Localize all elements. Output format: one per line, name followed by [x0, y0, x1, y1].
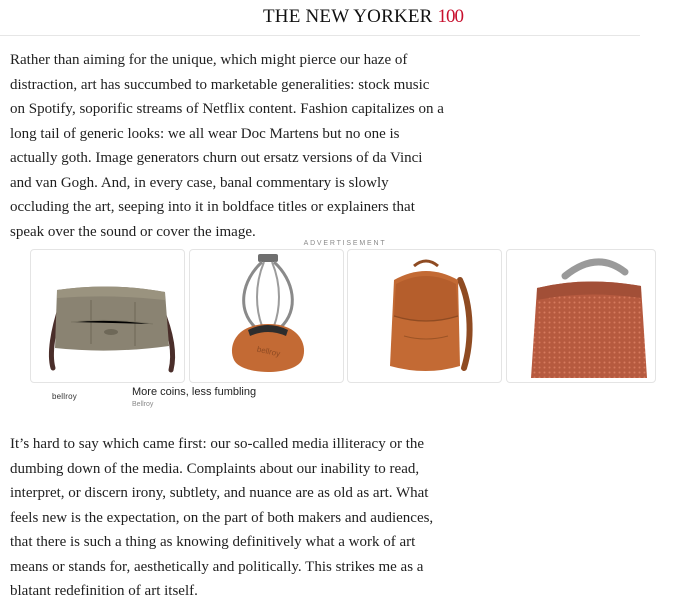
article-paragraph — [10, 432, 638, 604]
paragraph-line: long tail of generic looks: we all wear Doc Martens but no one is — [10, 125, 400, 142]
paragraph-line: interpret, or discern irony, subtlety, and nuance are as old as art. What — [10, 485, 429, 501]
ad-product-card-backpack[interactable] — [347, 249, 502, 383]
paragraph-line: speak over the sound or cover the image. — [10, 223, 256, 240]
advertisement-label: ADVERTISEMENT — [303, 240, 387, 247]
ad-product-card-coin-pouch[interactable] — [189, 249, 344, 383]
paragraph-line: blatant redefinition of art itself. — [10, 583, 198, 599]
bellroy-logo[interactable]: bellroy — [52, 392, 77, 401]
logo-text: THE NEW YORKER — [263, 6, 433, 27]
paragraph-line: occluding the art, seeping into it in boldface titles or explainers that — [10, 199, 415, 215]
masthead — [0, 0, 640, 36]
article-paragraph — [10, 48, 638, 244]
ad-product-card-bag[interactable] — [30, 249, 185, 383]
paragraph-line: dumbing down of the media. Complaints about our inability to read, — [10, 460, 420, 477]
logo-anniversary-mark: 100 — [437, 6, 464, 27]
paragraph-line: It’s hard to say which came first: our so-called media illiteracy or the — [10, 436, 425, 452]
paragraph-line: Rather than aiming for the unique, which might pierce our haze of — [10, 52, 408, 68]
paragraph-line: on Spotify, soporific streams of Netflix content. Fashion capitalizes on a — [10, 101, 444, 117]
backpack-image — [348, 250, 503, 384]
paragraph-line: that there is such a thing as knowing definitively what a work of art — [10, 534, 416, 550]
paragraph-line: actually goth. Image generators churn out ersatz versions of da Vinci — [10, 150, 423, 166]
ad-headline-link[interactable]: More coins, less fumbling — [132, 386, 257, 398]
paragraph-line: and van Gogh. And, in every case, banal commentary is slowly — [10, 174, 389, 191]
ad-brand-name: Bellroy — [132, 401, 154, 408]
new-yorker-logo[interactable] — [263, 6, 463, 28]
paragraph-line: feels new is the expectation, on the part of both makers and audiences, — [10, 509, 434, 526]
ad-product-card-lunch-bag[interactable] — [506, 249, 656, 383]
paragraph-line: means or stands for, aesthetically and politically. This strikes me as a — [10, 558, 424, 575]
coin-pouch-embossed-text: bellroy — [256, 344, 281, 359]
bag-image — [31, 250, 186, 384]
coin-pouch-image — [190, 250, 345, 384]
lunch-bag-image — [507, 250, 657, 384]
paragraph-line: distraction, art has succumbed to marketable generalities: stock music — [10, 76, 430, 93]
